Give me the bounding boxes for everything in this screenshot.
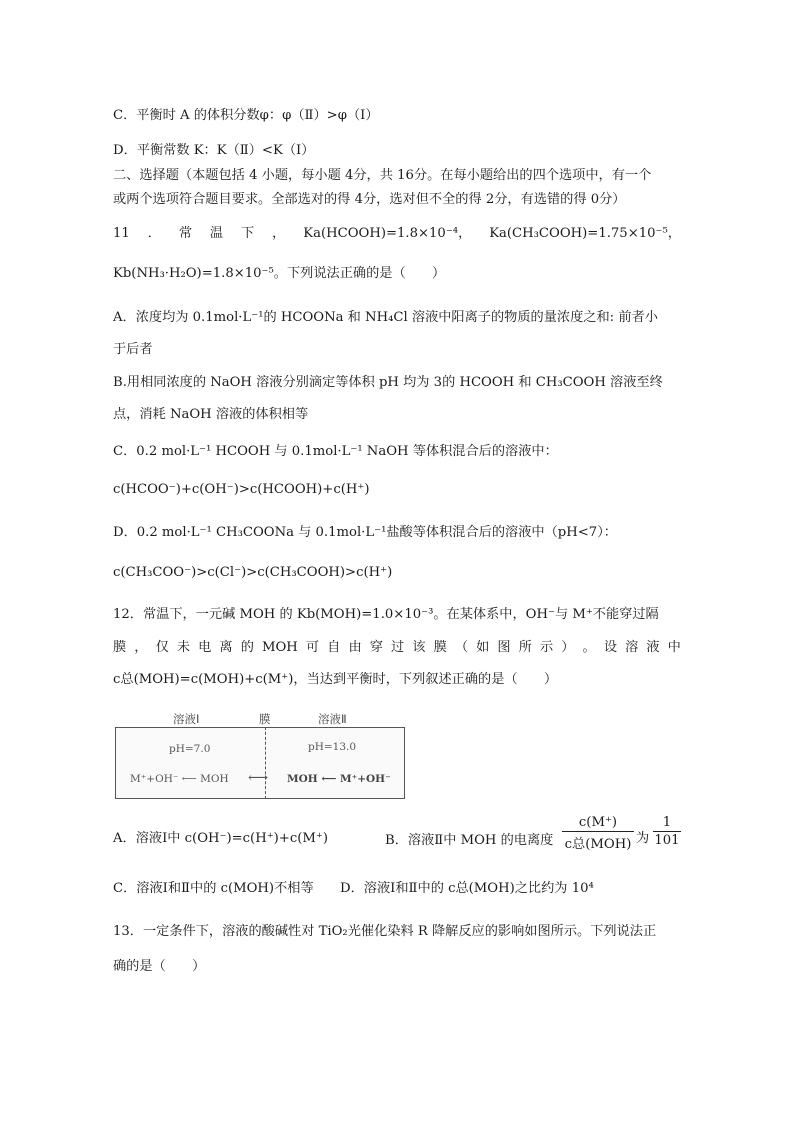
q12-token: 如	[476, 640, 490, 655]
fraction-denominator: c总(MOH)	[564, 837, 632, 852]
label-solution-1: 溶液Ⅰ	[173, 712, 200, 726]
equilibrium-solution-2: MOH ⟵ M⁺+OH⁻	[287, 773, 391, 785]
q12-token: MOH	[261, 640, 298, 655]
q12-token: 该	[412, 640, 426, 655]
q12-token: 的	[240, 640, 254, 655]
q12-token: 所	[518, 640, 532, 655]
ph-solution-1: pH=7.0	[169, 743, 211, 755]
value-numerator: 1	[662, 815, 672, 830]
q11-option-c-2: c(HCOO⁻)+c(OH⁻)>c(HCOOH)+c(H⁺)	[113, 482, 370, 497]
membrane-line	[265, 727, 266, 799]
q11-option-a-2: 于后者	[113, 342, 153, 357]
q12-token: 设	[603, 640, 618, 655]
ph-solution-2: pH=13.0	[308, 741, 357, 753]
q11-token: 11	[113, 226, 130, 241]
value-fraction-bar	[653, 831, 681, 832]
q11-token: 常	[178, 226, 192, 241]
q12-option-a: A．溶液Ⅰ中 c(OH⁻)=c(H⁺)+c(M⁺)	[113, 831, 328, 846]
q12-option-b-text: B．溶液Ⅱ中 MOH 的电离度	[385, 833, 554, 848]
container-box	[115, 727, 405, 799]
membrane-diagram	[115, 711, 405, 799]
q12-token: 图	[497, 640, 511, 655]
question-12-stem-3: c总(MOH)=c(MOH)+c(M⁺)，当达到平衡时，下列叙述正确的是（ ）	[113, 672, 558, 687]
double-arrow-icon: ⟷	[248, 770, 269, 786]
q12-token: 过	[391, 640, 405, 655]
section-2-instructions-2: 或两个选项符合题目要求。全部选对的得 4分，选对但不全的得 2分，有选错的得 0分）	[113, 192, 626, 207]
q11-option-b-2: 点，消耗 NaOH 溶液的体积相等	[113, 407, 309, 422]
fraction-numerator: c(M⁺)	[578, 815, 618, 830]
question-11-stem-2: Kb(NH₃·H₂O)=1.8×10⁻⁵。下列说法正确的是（ ）	[113, 266, 446, 281]
q12-option-b-wei: 为	[636, 831, 650, 846]
q12-token: 自	[327, 640, 341, 655]
q12-token: ）	[561, 640, 575, 655]
q11-token: Ka(CH₃COOH)=1.75×10⁻⁵，	[489, 226, 681, 241]
q11-option-c-1: C．0.2 mol·L⁻¹ HCOOH 与 0.1mol·L⁻¹ NaOH 等体积混合后的溶液中：	[113, 444, 558, 459]
question-12-stem-1: 12．常温下，一元碱 MOH 的 Kb(MOH)=1.0×10⁻³。在某体系中，OH⁻与 M⁺不能穿过隔	[113, 607, 659, 622]
q12-token: 由	[348, 640, 362, 655]
q11-token: ，	[272, 226, 286, 241]
q12-token: 穿	[369, 640, 383, 655]
q12-token: 可	[305, 640, 320, 655]
q11-option-a-1: A．浓度均为 0.1mol·L⁻¹的 HCOONa 和 NH₄Cl 溶液中阳离子的物质的量浓度之和: 前者小	[113, 310, 658, 325]
equilibrium-solution-1: M⁺+OH⁻ ⟵ MOH	[130, 773, 229, 785]
question-12-stem-2	[113, 638, 681, 658]
q11-token: ．	[147, 226, 161, 241]
q12-options-c-d: C．溶液Ⅰ和Ⅱ中的 c(MOH)不相等 D．溶液Ⅰ和Ⅱ中的 c总(MOH)之比约为 10⁴	[113, 881, 594, 896]
q11-option-d-1: D．0.2 mol·L⁻¹ CH₃COONa 与 0.1mol·L⁻¹盐酸等体积混合后的溶液中（pH<7）：	[113, 525, 617, 540]
label-membrane: 膜	[259, 712, 271, 726]
question-11-stem-1	[113, 224, 681, 244]
q12-token: 中	[667, 640, 681, 655]
q12-token: 离	[219, 640, 233, 655]
option-c-q10: C．平衡时 A 的体积分数φ：φ（Ⅱ）>φ（Ⅰ）	[113, 108, 379, 123]
q12-token: 液	[646, 640, 660, 655]
q12-token: 膜	[113, 640, 127, 655]
fraction-bar	[562, 831, 634, 832]
q12-token: 溶	[625, 640, 639, 655]
q12-token: ，	[134, 640, 148, 655]
q11-token: 温	[209, 226, 224, 241]
q11-token: Ka(HCOOH)=1.8×10⁻⁴，	[303, 226, 472, 241]
q12-token: 。	[582, 640, 596, 655]
section-2-instructions-1: 二、选择题（本题包括 4 小题，每小题 4分，共 16分。在每小题给出的四个选项中，有一个	[113, 168, 652, 183]
q11-option-d-2: c(CH₃COO⁻)>c(Cl⁻)>c(CH₃COOH)>c(H⁺)	[113, 565, 393, 580]
question-13-stem-2: 确的是（ ）	[113, 959, 206, 974]
ionization-fraction	[562, 815, 634, 852]
q12-token: 电	[198, 640, 212, 655]
label-solution-2: 溶液Ⅱ	[318, 712, 347, 726]
value-fraction	[653, 815, 681, 848]
q12-token: （	[454, 640, 469, 655]
q11-token: 下	[241, 226, 255, 241]
q12-token: 仅	[155, 640, 169, 655]
option-d-q10: D．平衡常数 K：K（Ⅱ）<K（Ⅰ）	[113, 143, 315, 158]
q12-token: 示	[539, 640, 554, 655]
value-denominator: 101	[654, 833, 680, 848]
question-13-stem-1: 13．一定条件下，溶液的酸碱性对 TiO₂光催化染料 R 降解反应的影响如图所示。下列说法正	[113, 924, 657, 939]
q12-token: 未	[176, 640, 191, 655]
q11-option-b-1: B.用相同浓度的 NaOH 溶液分别滴定等体积 pH 均为 3的 HCOOH 和 CH₃COOH 溶液至终	[113, 375, 663, 390]
q12-token: 膜	[433, 640, 447, 655]
